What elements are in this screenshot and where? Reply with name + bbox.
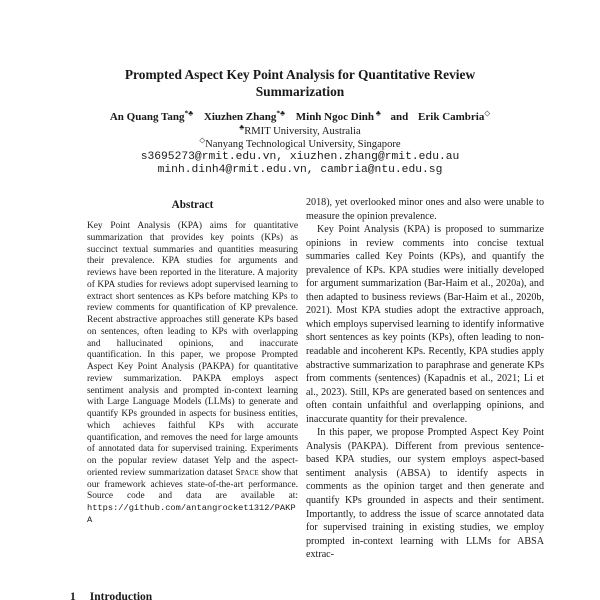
author-0	[109, 108, 194, 123]
affiliations	[0, 122, 600, 151]
paper-title-line-2: Summarization	[255, 84, 345, 99]
abstract-segment: Key Point Analysis (KPA) aims for quantitative summarization that provides key points (KPs) as succinct textual summaries and quantities measuring their prevalence. KPA studies for arguments and reviews have been reported in the literature. A majority of KPA studies for reviews adopt supervised learning to extract short sentences as KPs before matching KPs to review comments for quantification of KP prevalence. Recent abstractive approaches still generate KPs based on sentences, often leading to KPs with overlapping and hallucinated opinions, and inaccurate quantification. In this paper, we propose Prompted Aspect Key Point Analysis (PAKPA) for quantitative review summarization. PAKPA employs aspect sentiment analysis and prompted in-context learning with Large Language Models (LLMs) to generate and quantify KPs grounded in aspects for business entities, which achieves faithful KPs with accurate quantification, and removes the need for large amounts of annotated data for supervised training. Experiments on the popular review dataset Yelp and the aspect-oriented review summarization dataset	[87, 221, 298, 478]
author-name: Minh Ngoc Dinh	[295, 111, 374, 123]
abstract-segment: show that our framework achieves state-of-the-art performance. Source code and data are available at:	[87, 467, 298, 502]
github-link[interactable]: https://github.com/antangrocket1312/PAKPA	[87, 503, 296, 525]
author-marker: *♣	[276, 108, 285, 118]
author-emails	[0, 151, 600, 177]
abstract-text	[87, 221, 298, 527]
author-1	[203, 108, 285, 123]
email-line-2: minh.dinh4@rmit.edu.vn, cambria@ntu.edu.sg	[157, 164, 443, 177]
affiliation-name: Nanyang Technological University, Singapore	[205, 139, 401, 150]
author-name: Xiuzhen Zhang	[203, 111, 277, 123]
paper-title	[60, 66, 540, 100]
abstract-heading: Abstract	[171, 199, 214, 211]
body-paragraph-pakpa: In this paper, we propose Prompted Aspect Key Point Analysis (PAKPA). Different from previous sentence-based KPA studies, our system employs aspect-based sentiment analysis (ABSA) to identify aspects in comments as the opinion target and then generate and quantify KPs grounded in aspects and their sentiment. Importantly, to address the issue of scarce annotated data for supervised training in existing studies, we employ prompted in-context learning with LLMs for ABSA extrac-	[306, 427, 544, 561]
section-heading-introduction	[70, 591, 152, 600]
section-number: 1	[70, 591, 76, 600]
diamond-marker-icon: ◇	[199, 135, 206, 145]
author-line	[0, 108, 600, 123]
author-marker: ◇	[484, 108, 491, 118]
affiliation-rmit	[0, 122, 600, 138]
author-name: Erik Cambria	[418, 111, 485, 123]
body-paragraph-kpa: Key Point Analysis (KPA) is proposed to summarize opinions in review comments into concise textual summaries called Key Points (KPs), and quantify the prevalence of KPs. KPA studies were initially developed for argument summarization (Bar-Haim et al., 2020a), and then adapted to business reviews (Bar-Haim et al., 2020b, 2021). Most KPA studies adopt the extractive approach, which employs supervised learning to identify informative short sentences as key points (KPs), often leading to non-readable and incoherent KPs. Recently, KPA studies apply abstractive summarization to paraphrase and generate KPs from comments (sentences) (Kapadnis et al., 2021; Li et al., 2023). Still, KPs are generated based on sentences and often contain unfaithful and overlapping opinions, and inaccurate quantity for their prevalence.	[306, 224, 544, 425]
affiliation-ntu	[0, 135, 600, 151]
body-paragraph-continuation: 2018), yet overlooked minor ones and also were unable to measure the opinion prevalence.	[306, 197, 544, 222]
club-marker-icon: ♣	[239, 122, 245, 132]
affiliation-name: RMIT University, Australia	[244, 126, 361, 137]
authors-conjunction: and	[390, 111, 409, 123]
author-2	[295, 108, 381, 123]
author-marker: ♣	[374, 108, 381, 118]
email-line-1: s3695273@rmit.edu.vn, xiuzhen.zhang@rmit.edu.au	[140, 151, 460, 163]
paper-title-line-1: Prompted Aspect Key Point Analysis for Quantitative Review	[124, 67, 476, 82]
abstract-section	[87, 199, 298, 527]
right-column-body	[306, 196, 544, 600]
author-3	[418, 108, 491, 123]
author-marker: *♣	[184, 108, 194, 118]
author-name: An Quang Tang	[109, 111, 185, 123]
space-dataset-name: Space	[235, 467, 259, 478]
section-label: Introduction	[89, 591, 153, 600]
